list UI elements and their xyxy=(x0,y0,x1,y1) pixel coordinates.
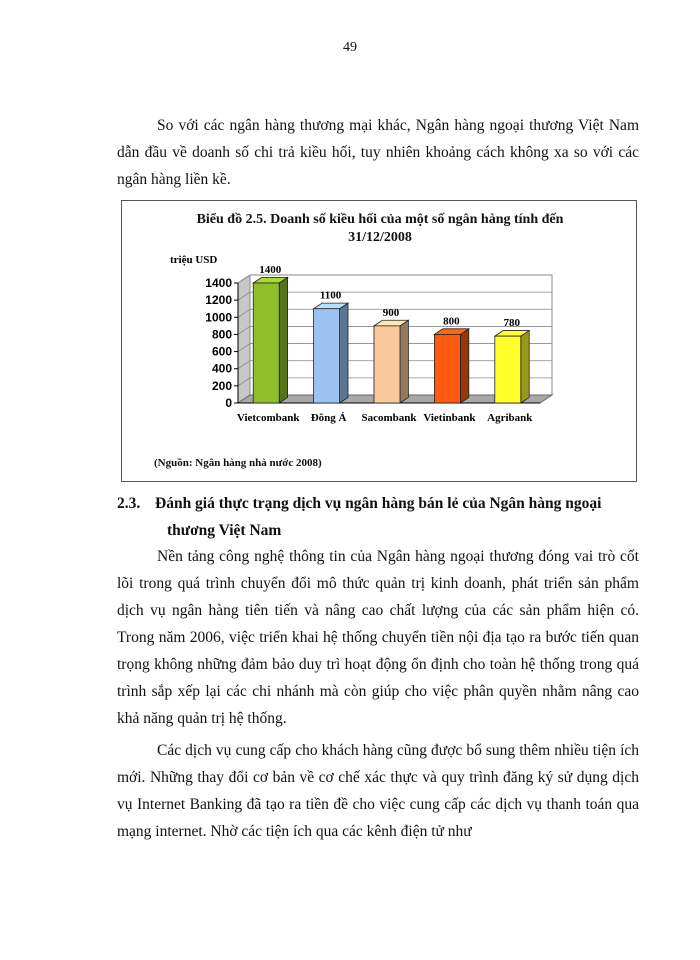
section-heading xyxy=(117,490,647,544)
section-title-line2: thương Việt Nam xyxy=(167,522,282,539)
section-number: 2.3. xyxy=(117,495,141,512)
bar-vietcombank xyxy=(253,283,279,403)
bar-side xyxy=(460,329,468,403)
intro-paragraph: So với các ngân hàng thương mại khác, Ngân hàng ngoại thương Việt Nam dẫn đầu về doanh số chi trả kiều hối, tuy nhiên khoảng cách không xa so với các ngân hàng liền kề. xyxy=(117,117,639,188)
x-tick-label: Agribank xyxy=(487,412,533,424)
x-tick-label: Vietinbank xyxy=(423,412,476,424)
bar-vietinbank xyxy=(434,334,460,403)
y-tick-label: 1000 xyxy=(205,310,232,325)
body-paragraph-3: Các dịch vụ cung cấp cho khách hàng cũng được bổ sung thêm nhiều tiện ích mới. Những thay đổi cơ bản về cơ chế xác thực và quy trình đăng ký sử dụng dịch vụ Internet Banking đã tạo ra tiền đề cho việc cung cấp các dịch vụ thanh toán qua mạng internet. Nhờ các tiện ích qua các kênh điện tử như xyxy=(117,742,639,840)
y-tick-label: 400 xyxy=(211,361,232,376)
chart-frame xyxy=(121,200,637,482)
bar-sacombank xyxy=(374,326,400,403)
page-number: 49 xyxy=(343,40,357,55)
chart-title xyxy=(122,211,638,247)
chart-title-line2: 31/12/2008 xyxy=(348,230,412,245)
y-tick-label: 1400 xyxy=(205,276,232,290)
y-tick-label: 200 xyxy=(211,378,232,393)
chart-source: (Nguồn: Ngân hàng nhà nước 2008) xyxy=(154,457,322,469)
bar-side xyxy=(521,331,529,403)
data-label: 900 xyxy=(382,306,400,319)
data-label: 800 xyxy=(443,315,460,328)
section-title-line1: Đánh giá thực trạng dịch vụ ngân hàng bán lẻ của Ngân hàng ngoại xyxy=(155,495,602,512)
data-label: 1400 xyxy=(259,264,282,276)
y-tick-label: 600 xyxy=(211,344,232,359)
chart-title-line1: Biểu đồ 2.5. Doanh số kiều hối của một số ngân hàng tính đến xyxy=(196,212,564,227)
bar-agribank xyxy=(495,336,521,403)
x-tick-label: Vietcombank xyxy=(236,412,300,424)
x-tick-label: Sacombank xyxy=(361,412,417,424)
y-tick-label: 800 xyxy=(211,327,232,342)
bar-đông-á xyxy=(314,309,340,403)
y-tick-label: 0 xyxy=(225,396,232,410)
y-axis-label: triệu USD xyxy=(170,254,218,266)
data-label: 1100 xyxy=(319,289,342,302)
chart-side-wall xyxy=(238,275,250,403)
bar-side xyxy=(340,303,348,403)
bar-side xyxy=(279,277,287,403)
data-label: 780 xyxy=(503,317,521,330)
y-tick-label: 1200 xyxy=(205,293,232,308)
bar-side xyxy=(400,320,408,403)
x-tick-label: Đông Á xyxy=(310,412,347,424)
body-paragraph-2: Nền tảng công nghệ thông tin của Ngân hàng ngoại thương đóng vai trò cốt lõi trong quá trình chuyển đổi mô thức quản trị kinh doanh, phát triển sản phẩm dịch vụ ngân hàng tiên tiến và nâng cao chất lượng của các sản phẩm hiện có. Trong năm 2006, việc triển khai hệ thống chuyển tiền nội địa tạo ra bước tiến quan trọng không những đảm bảo duy trì hoạt động ổn định cho toàn hệ thống trong quá trình sắp xếp lại các chi nhánh mà còn giúp cho việc phân quyền nhằm nâng cao khả năng quản trị hệ thống. xyxy=(117,548,639,727)
